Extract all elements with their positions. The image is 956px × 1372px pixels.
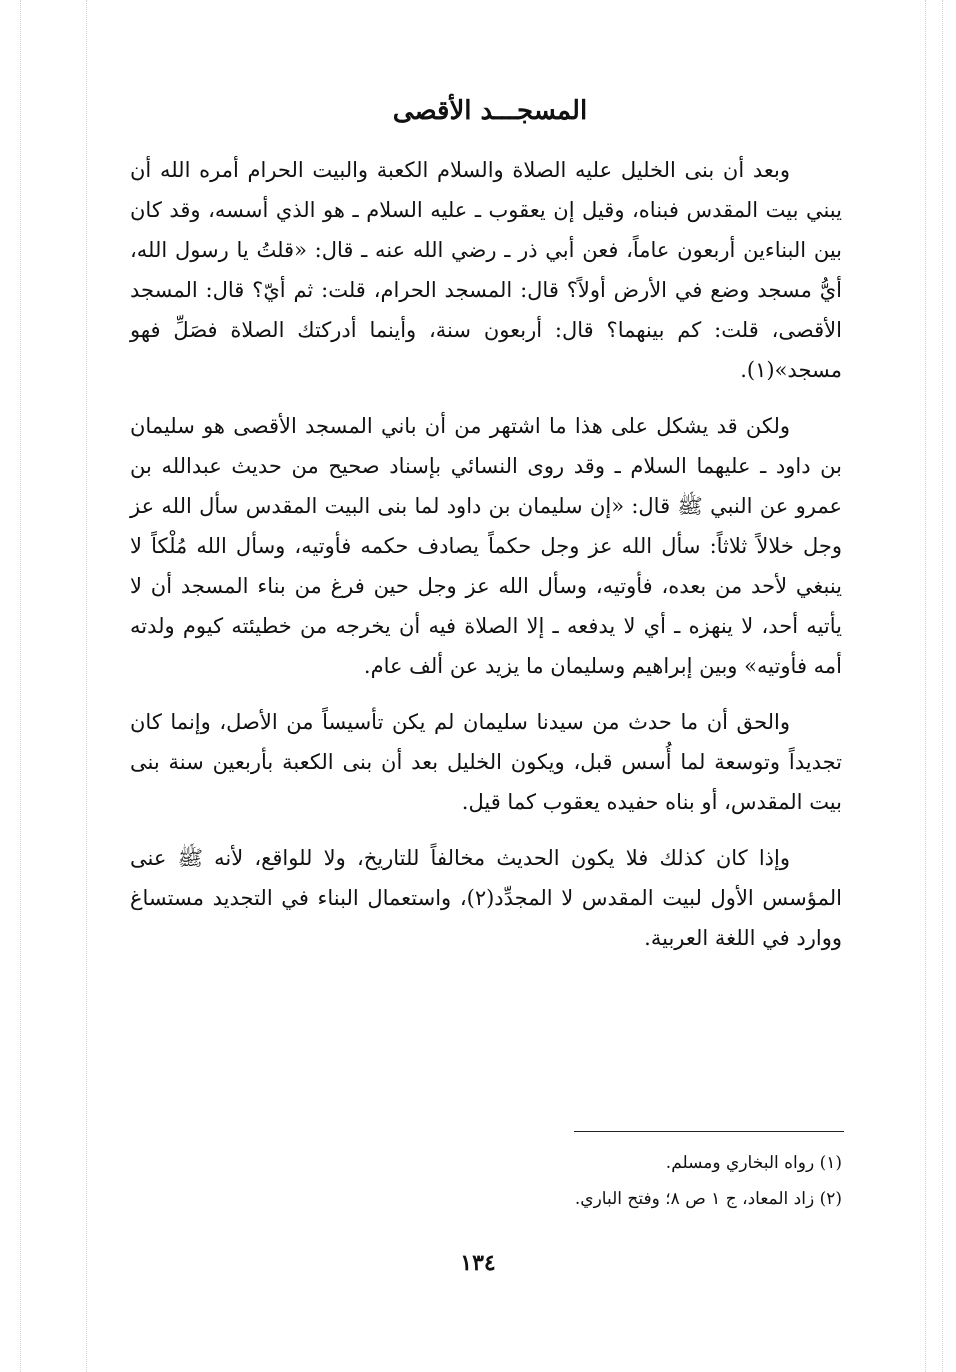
footnotes xyxy=(430,1145,842,1217)
body-text xyxy=(130,150,842,974)
page-number: ١٣٤ xyxy=(460,1250,496,1276)
scan-guide-line xyxy=(942,0,943,1372)
footnote-1: (١) رواه البخاري ومسلم. xyxy=(665,1153,842,1173)
scan-guide-line xyxy=(925,0,926,1372)
running-header: المسجـــد الأقصى xyxy=(392,96,588,126)
paragraph-1: وبعد أن بنى الخليل عليه الصلاة والسلام الكعبة والبيت الحرام أمره الله أن يبني بيت المقدس فبناه، وقيل إن يعقوب ـ عليه السلام ـ هو الذي أسسه، وقد كان بين البناءين أربعون عاماً، فعن أبي ذر ـ رضي الله عنه ـ قال: «قلتُ يا رسول الله، أيُّ مسجد وضع في الأرض أولاً؟ قال: المسجد الحرام، قلت: ثم أيّ؟ قال: المسجد الأقصى، قلت: كم بينهما؟ قال: أربعون سنة، وأينما أدركتك الصلاة فصَلِّ فهو مسجد»(١). xyxy=(130,158,842,382)
scan-guide-line xyxy=(20,0,21,1372)
footnote-2: (٢) زاد المعاد، ج ١ ص ٨؛ وفتح الباري. xyxy=(574,1189,842,1209)
paragraph-2: ولكن قد يشكل على هذا ما اشتهر من أن باني المسجد الأقصى هو سليمان بن داود ـ عليهما السلام ـ وقد روى النسائي بإسناد صحيح من حديث عبدالله بن عمرو عن النبي ﷺ قال: «إن سليمان بن داود لما بنى البيت المقدس سأل الله عز وجل خلالاً ثلاثاً: سأل الله عز وجل حكماً يصادف حكمه فأوتيه، وسأل الله مُلْكاً لا ينبغي لأحد من بعده، فأوتيه، وسأل الله عز وجل حين فرغ من بناء المسجد أن لا يأتيه أحد، لا ينهزه ـ أي لا يدفعه ـ إلا الصلاة فيه أن يخرجه من خطيئته كيوم ولدته أمه فأوتيه» وبين إبراهيم وسليمان ما يزيد عن ألف عام. xyxy=(130,414,842,678)
paragraph-3: والحق أن ما حدث من سيدنا سليمان لم يكن تأسيساً من الأصل، وإنما كان تجديداً وتوسعة لما أُسس قبل، ويكون الخليل بعد أن بنى الكعبة بأربعين سنة بنى بيت المقدس، أو بناه حفيده يعقوب كما قيل. xyxy=(130,710,843,814)
scan-guide-line xyxy=(86,0,87,1372)
footnote-divider xyxy=(574,1131,844,1132)
paragraph-4: وإذا كان كذلك فلا يكون الحديث مخالفاً للتاريخ، ولا للواقع، لأنه ﷺ عنى المؤسس الأول لبيت المقدس لا المجدِّد(٢)، واستعمال البناء في التجديد مستساغ ووارد في اللغة العربية. xyxy=(130,846,842,950)
